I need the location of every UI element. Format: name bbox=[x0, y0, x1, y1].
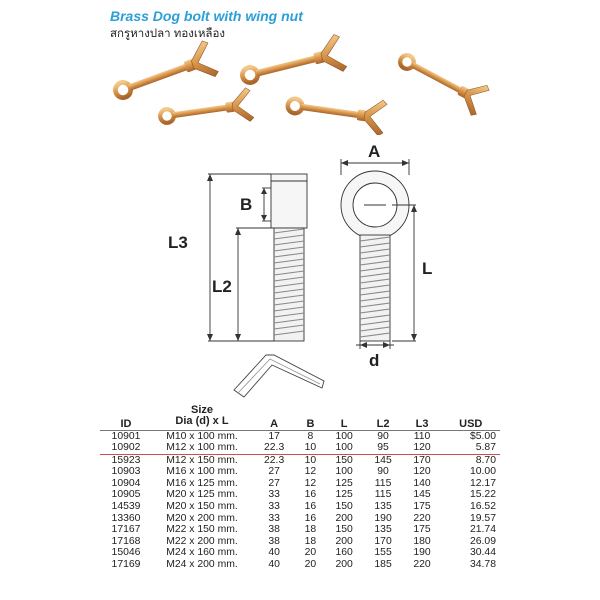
cell-id: 10904 bbox=[111, 477, 141, 489]
cell-l2: 90 bbox=[364, 430, 403, 442]
header-id: ID bbox=[120, 417, 132, 430]
spec-table bbox=[100, 402, 500, 571]
table-row bbox=[100, 536, 500, 548]
header-b: B bbox=[306, 417, 315, 430]
cell-id: 13360 bbox=[111, 512, 141, 524]
page-subtitle: สกรูหางปลา ทองเหลือง bbox=[110, 28, 225, 40]
label-b: B bbox=[240, 195, 253, 214]
cell-l3: 175 bbox=[413, 524, 431, 536]
cell-size: M20 x 200 mm. bbox=[166, 512, 238, 524]
cell-a: 38 bbox=[268, 524, 280, 536]
cell-l2: 145 bbox=[374, 454, 392, 466]
table-row bbox=[100, 559, 500, 571]
cell-l3: 120 bbox=[413, 466, 431, 478]
cell-b: 16 bbox=[304, 489, 317, 501]
cell-l: 200 bbox=[335, 559, 353, 571]
table-row bbox=[100, 430, 500, 442]
table-row bbox=[100, 489, 500, 501]
cell-b: 18 bbox=[304, 535, 317, 547]
cell-usd: 5.87 bbox=[442, 442, 501, 454]
header-size-line2: Dia (d) x L bbox=[175, 414, 229, 427]
cell-size: M16 x 100 mm. bbox=[166, 466, 238, 478]
cell-size: M22 x 150 mm. bbox=[166, 524, 238, 536]
table-header-row bbox=[100, 402, 500, 430]
cell-a: 22.3 bbox=[252, 442, 296, 454]
cell-usd: 8.70 bbox=[475, 454, 496, 466]
cell-l: 100 bbox=[325, 442, 364, 454]
technical-diagram bbox=[150, 135, 450, 400]
cell-size: M24 x 200 mm. bbox=[166, 559, 238, 571]
cell-id: 17167 bbox=[111, 524, 141, 536]
cell-l2: 155 bbox=[374, 547, 392, 559]
cell-usd: 26.09 bbox=[469, 535, 496, 547]
label-l2: L2 bbox=[212, 277, 232, 296]
cell-a: 27 bbox=[268, 466, 280, 478]
label-l: L bbox=[422, 259, 433, 278]
cell-a: 33 bbox=[268, 501, 280, 513]
cell-a: 40 bbox=[268, 559, 280, 571]
dog-bolt-2 bbox=[158, 87, 254, 134]
cell-l3: 180 bbox=[413, 535, 431, 547]
header-l2: L2 bbox=[376, 417, 390, 430]
cell-b: 16 bbox=[304, 512, 317, 524]
cell-size: M24 x 160 mm. bbox=[166, 547, 238, 559]
page-title: Brass Dog bolt with wing nut bbox=[110, 8, 303, 24]
cell-l3: 140 bbox=[413, 477, 431, 489]
cell-l: 160 bbox=[335, 547, 353, 559]
cell-a: 40 bbox=[268, 547, 280, 559]
cell-l: 125 bbox=[335, 489, 353, 501]
cell-id: 10903 bbox=[111, 466, 141, 478]
wing-nut-outline bbox=[234, 355, 324, 397]
cell-usd: $5.00 bbox=[442, 430, 501, 442]
cell-id: 17169 bbox=[111, 559, 141, 571]
header-l3: L3 bbox=[415, 417, 429, 430]
cell-a: 22.3 bbox=[264, 454, 285, 466]
cell-b: 12 bbox=[304, 466, 317, 478]
cell-l3: 145 bbox=[413, 489, 431, 501]
cell-id: 10905 bbox=[111, 489, 141, 501]
cell-a: 27 bbox=[268, 477, 280, 489]
cell-id: 14539 bbox=[111, 501, 141, 513]
cell-usd: 12.17 bbox=[469, 477, 496, 489]
cell-a: 33 bbox=[268, 512, 280, 524]
cell-id: 17168 bbox=[111, 535, 141, 547]
cell-l2: 90 bbox=[377, 466, 389, 478]
cell-l: 150 bbox=[335, 501, 353, 513]
dog-bolt-3 bbox=[238, 33, 348, 95]
cell-l2: 190 bbox=[374, 512, 392, 524]
cell-id: 10901 bbox=[100, 430, 152, 442]
cell-usd: 19.57 bbox=[469, 512, 496, 524]
header-usd: USD bbox=[459, 417, 483, 430]
cell-usd: 16.52 bbox=[469, 501, 496, 513]
cell-size: M10 x 100 mm. bbox=[152, 430, 252, 442]
cell-l: 125 bbox=[335, 477, 353, 489]
cell-a: 38 bbox=[268, 535, 280, 547]
cell-b: 16 bbox=[304, 501, 317, 513]
cell-b: 10 bbox=[296, 442, 324, 454]
cell-usd: 21.74 bbox=[469, 524, 496, 536]
cell-l: 150 bbox=[335, 524, 353, 536]
cell-l: 150 bbox=[335, 454, 353, 466]
table-row bbox=[100, 466, 500, 478]
cell-b: 20 bbox=[304, 547, 317, 559]
dog-bolt-4 bbox=[285, 87, 387, 135]
dog-bolt-5 bbox=[393, 44, 491, 118]
label-a: A bbox=[368, 142, 381, 161]
cell-l: 200 bbox=[335, 535, 353, 547]
cell-size: M12 x 100 mm. bbox=[152, 442, 252, 454]
cell-size: M22 x 200 mm. bbox=[166, 535, 238, 547]
cell-l3: 110 bbox=[403, 430, 442, 442]
cell-a: 33 bbox=[268, 489, 280, 501]
header-size bbox=[152, 402, 252, 430]
header-a: A bbox=[270, 417, 279, 430]
bolt-head-side bbox=[271, 174, 307, 228]
cell-usd: 10.00 bbox=[469, 466, 496, 478]
cell-usd: 34.78 bbox=[469, 559, 496, 571]
cell-b: 12 bbox=[304, 477, 317, 489]
cell-l: 100 bbox=[335, 466, 353, 478]
cell-id: 15046 bbox=[111, 547, 141, 559]
table-row bbox=[100, 454, 500, 466]
cell-l2: 95 bbox=[364, 442, 403, 454]
table-body bbox=[100, 430, 500, 571]
cell-l2: 185 bbox=[374, 559, 392, 571]
cell-l2: 135 bbox=[374, 524, 392, 536]
cell-id: 10902 bbox=[100, 442, 152, 454]
table-row bbox=[100, 501, 500, 513]
product-photo bbox=[105, 30, 505, 135]
cell-l3: 220 bbox=[413, 559, 431, 571]
table-row bbox=[100, 513, 500, 525]
cell-usd: 30.44 bbox=[469, 547, 496, 559]
cell-l: 200 bbox=[335, 512, 353, 524]
cell-size: M20 x 150 mm. bbox=[166, 501, 238, 513]
table-row bbox=[100, 478, 500, 490]
cell-usd: 15.22 bbox=[469, 489, 496, 501]
cell-l2: 170 bbox=[374, 535, 392, 547]
cell-id: 15923 bbox=[111, 454, 141, 466]
cell-b: 10 bbox=[304, 454, 317, 466]
cell-l3: 220 bbox=[413, 512, 431, 524]
cell-b: 18 bbox=[304, 524, 317, 536]
dog-bolt-1 bbox=[109, 39, 219, 110]
header-l: L bbox=[340, 417, 348, 430]
cell-l: 100 bbox=[325, 430, 364, 442]
table-row bbox=[100, 547, 500, 559]
cell-size: M12 x 150 mm. bbox=[166, 454, 238, 466]
cell-size: M16 x 125 mm. bbox=[166, 477, 238, 489]
cell-l2: 135 bbox=[374, 501, 392, 513]
cell-l3: 120 bbox=[403, 442, 442, 454]
cell-b: 8 bbox=[296, 430, 324, 442]
cell-l3: 175 bbox=[413, 501, 431, 513]
cell-l2: 115 bbox=[374, 477, 392, 489]
cell-l3: 190 bbox=[413, 547, 431, 559]
cell-l3: 170 bbox=[413, 454, 431, 466]
cell-size: M20 x 125 mm. bbox=[166, 489, 238, 501]
cell-a: 17 bbox=[252, 430, 296, 442]
label-d: d bbox=[369, 351, 380, 370]
cell-b: 20 bbox=[304, 559, 317, 571]
table-row bbox=[100, 442, 500, 454]
cell-l2: 115 bbox=[374, 489, 392, 501]
label-l3: L3 bbox=[168, 233, 188, 252]
header-size-line1: Size bbox=[190, 403, 213, 416]
table-row bbox=[100, 524, 500, 536]
